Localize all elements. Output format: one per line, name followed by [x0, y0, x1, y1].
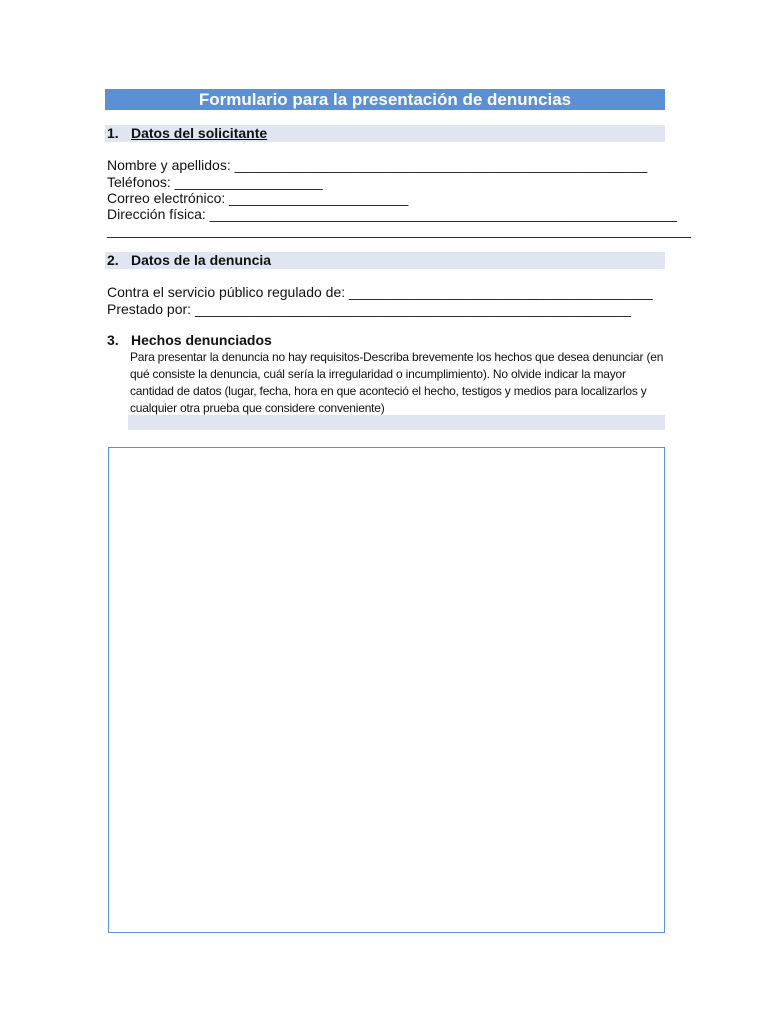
section-2-heading: Datos de la denuncia — [131, 252, 272, 268]
email-blank[interactable]: _______________________ — [229, 190, 409, 206]
service-blank[interactable]: _______________________________________ — [349, 284, 653, 300]
section-1-heading: Datos del solicitante — [131, 125, 268, 141]
section-1-header — [105, 125, 665, 142]
name-field[interactable] — [107, 157, 647, 174]
address-field[interactable] — [107, 206, 677, 223]
description-divider — [128, 415, 665, 430]
section-3-header — [105, 332, 665, 349]
section-3-description: Para presentar la denuncia no hay requisitos-Describa brevemente los hechos que desea denunciar (en qué consiste la denuncia, cuál sería la irregularidad o incumplimiento). No olvide indicar la mayor cantidad de datos (lugar, fecha, hora en que aconteció el hecho, testigos y medios para localizarlos y cualquier otra prueba que considere conveniente) — [130, 350, 664, 415]
form-title: Formulario para la presentación de denuncias — [105, 89, 665, 110]
address-label: Dirección física: — [107, 206, 206, 222]
name-blank[interactable]: _____________________________________________________ — [234, 157, 648, 173]
address-blank-2[interactable]: ___________________________________________________________________________ — [107, 222, 691, 238]
section-2-header — [105, 252, 665, 269]
service-label: Contra el servicio público regulado de: — [107, 284, 346, 300]
provider-field[interactable] — [107, 301, 631, 318]
section-3-heading: Hechos denunciados — [131, 332, 272, 348]
name-label: Nombre y apellidos: — [107, 157, 231, 173]
provider-blank[interactable]: ________________________________________________________ — [194, 301, 631, 317]
address-blank[interactable]: ____________________________________________________________ — [209, 206, 677, 222]
email-label: Correo electrónico: — [107, 190, 226, 206]
phone-blank[interactable]: ___________________ — [174, 174, 323, 190]
phone-label: Teléfonos: — [107, 174, 171, 190]
complaint-text-box[interactable] — [108, 447, 665, 933]
provider-label: Prestado por: — [107, 301, 192, 317]
section-2-number: 2. — [107, 252, 119, 268]
email-field[interactable] — [107, 190, 408, 207]
address-field-line-2[interactable] — [107, 222, 691, 239]
section-3-number: 3. — [107, 332, 119, 348]
service-field[interactable] — [107, 284, 653, 301]
phone-field[interactable] — [107, 174, 323, 191]
section-1-number: 1. — [107, 125, 119, 141]
